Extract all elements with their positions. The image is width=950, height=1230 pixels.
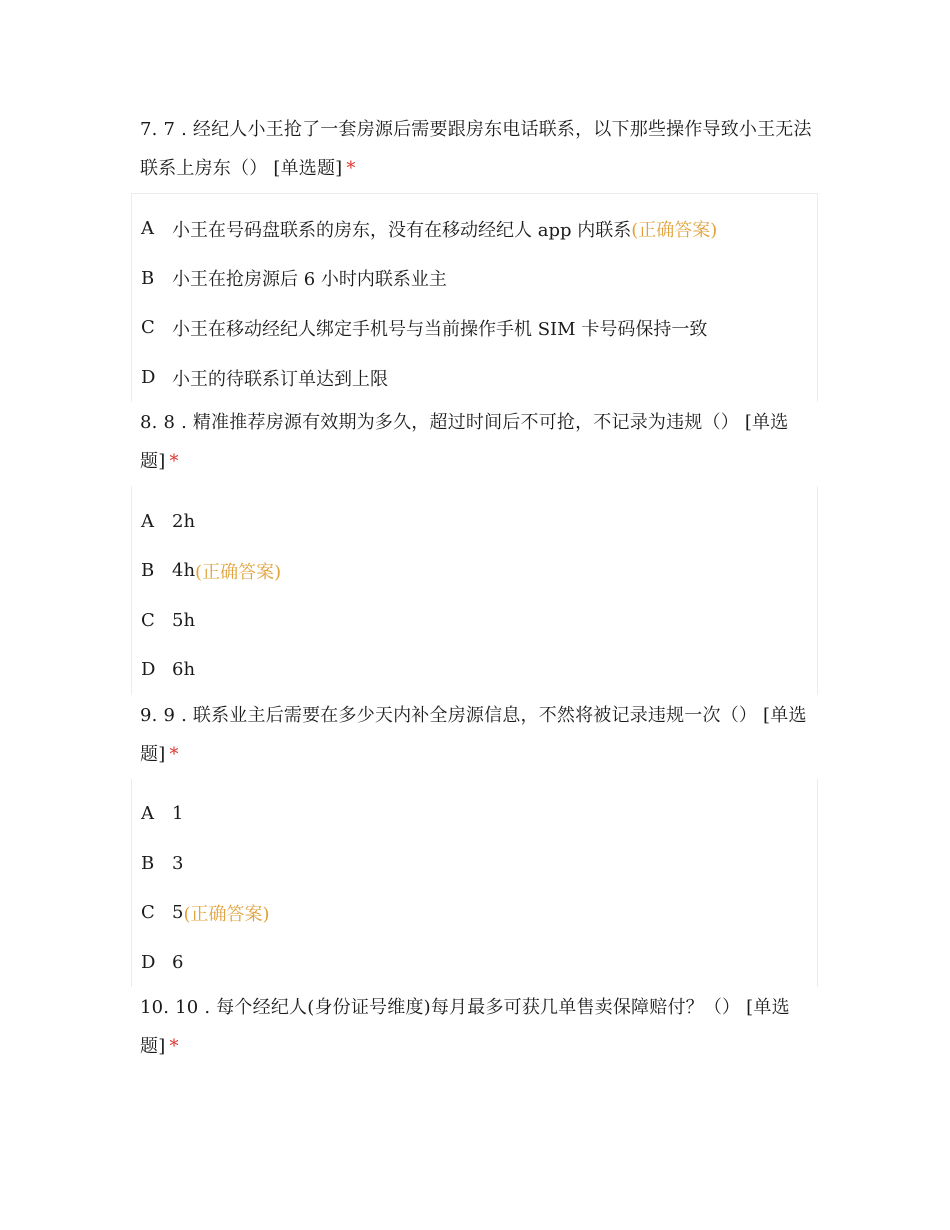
option-text: 5h xyxy=(172,609,196,631)
option-letter: A xyxy=(141,803,154,825)
required-mark: * xyxy=(169,1036,179,1058)
option-text: 5 xyxy=(172,902,184,924)
option-letter: B xyxy=(141,267,155,289)
option-d[interactable] xyxy=(141,938,817,988)
option-text: 小王的待联系订单达到上限 xyxy=(172,368,388,390)
question-9 xyxy=(140,696,820,987)
correct-answer-tag: (正确答案) xyxy=(195,561,282,583)
survey-page xyxy=(140,110,820,1066)
option-a[interactable] xyxy=(141,204,817,254)
option-text: 4h xyxy=(172,560,196,582)
option-letter: C xyxy=(141,317,155,339)
option-b[interactable] xyxy=(141,546,817,596)
question-10 xyxy=(140,988,820,1066)
option-letter: A xyxy=(141,510,154,532)
options-list xyxy=(131,193,818,402)
option-text: 1 xyxy=(172,803,184,825)
options-list xyxy=(131,779,818,987)
option-c[interactable] xyxy=(141,888,817,938)
question-title: 10. 10 . 每个经纪人(身份证号维度)每月最多可获几单售卖保障赔付？（） [单选题] * xyxy=(140,997,790,1058)
option-c[interactable] xyxy=(141,596,817,646)
question-title: 9. 9 . 联系业主后需要在多少天内补全房源信息，不然将被记录违规一次（） [单选题] * xyxy=(140,704,807,765)
option-text: 6 xyxy=(172,951,184,973)
required-mark: * xyxy=(169,451,179,473)
option-letter: C xyxy=(141,609,155,631)
option-letter: B xyxy=(141,852,155,874)
question-8 xyxy=(140,403,820,694)
option-b[interactable] xyxy=(141,838,817,888)
option-letter: D xyxy=(141,367,156,389)
option-text: 小王在移动经纪人绑定手机号与当前操作手机 SIM 卡号码保持一致 xyxy=(172,318,708,340)
option-letter: A xyxy=(141,218,154,240)
correct-answer-tag: (正确答案) xyxy=(183,903,270,925)
options-list xyxy=(131,486,818,694)
option-text: 2h xyxy=(172,510,196,532)
option-letter: C xyxy=(141,902,155,924)
option-d[interactable] xyxy=(141,353,817,403)
question-title: 7. 7 . 经纪人小王抢了一套房源后需要跟房东电话联系，以下那些操作导致小王无法联系上房东（） [单选题] * xyxy=(140,119,812,179)
option-c[interactable] xyxy=(141,303,817,353)
option-b[interactable] xyxy=(141,254,817,304)
required-mark: * xyxy=(169,743,179,765)
option-letter: D xyxy=(141,951,156,973)
option-d[interactable] xyxy=(141,645,817,695)
option-a[interactable] xyxy=(141,789,817,839)
option-letter: D xyxy=(141,659,156,681)
question-7 xyxy=(140,110,820,402)
option-text: 3 xyxy=(172,852,184,874)
option-a[interactable] xyxy=(141,496,817,546)
question-title: 8. 8 . 精准推荐房源有效期为多久，超过时间后不可抢，不记录为违规（） [单选题] * xyxy=(140,412,789,473)
option-text: 小王在抢房源后 6 小时内联系业主 xyxy=(172,269,447,291)
correct-answer-tag: (正确答案) xyxy=(631,219,718,241)
option-letter: B xyxy=(141,560,155,582)
option-text: 小王在号码盘联系的房东，没有在移动经纪人 app 内联系 xyxy=(172,219,632,241)
option-text: 6h xyxy=(172,659,196,681)
required-mark: * xyxy=(346,158,356,179)
